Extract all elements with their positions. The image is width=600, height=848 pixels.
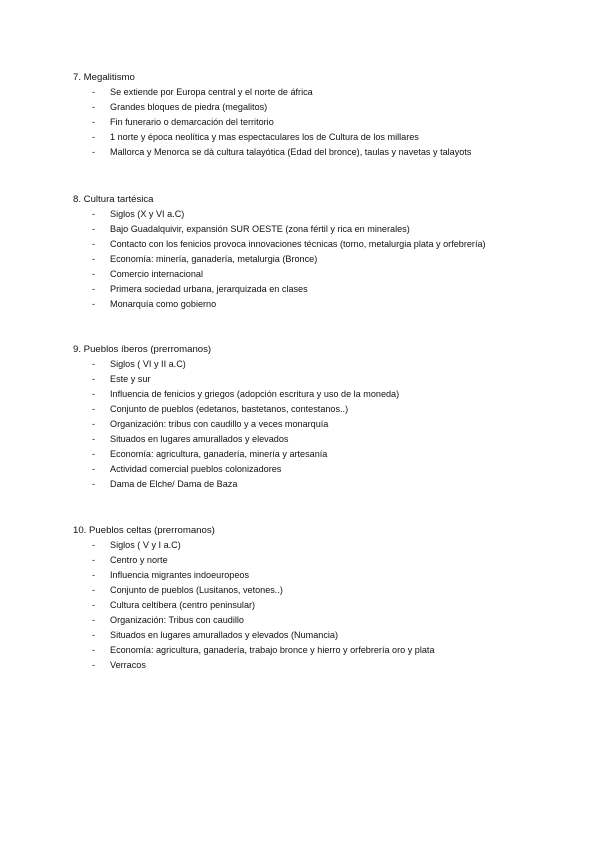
list-item	[73, 207, 573, 222]
list-item-text: Cultura celtíbera (centro peninsular)	[110, 600, 256, 610]
list-item-text: Siglos ( V y I a.C)	[110, 540, 181, 550]
bullet-dash: -	[92, 87, 96, 97]
list-item	[73, 643, 573, 658]
list-item-text: Mallorca y Menorca se dà cultura talayótica (Edad del bronce), taulas y navetas y talayots	[110, 147, 472, 157]
list-item-text: Dama de Elche/ Dama de Baza	[110, 479, 238, 489]
list-item-text: Economía: minería, ganadería, metalurgia (Bronce)	[110, 254, 318, 264]
section-title: 7. Megalitismo	[73, 72, 135, 83]
bullet-dash: -	[92, 434, 96, 444]
list-item	[73, 538, 573, 553]
bullet-dash: -	[92, 630, 96, 640]
list-item-text: Bajo Guadalquivir, expansión SUR OESTE (zona fértil y rica en minerales)	[110, 224, 410, 234]
bullet-dash: -	[92, 600, 96, 610]
list-item	[73, 267, 573, 282]
bullet-list	[73, 85, 573, 160]
section-title: 10. Pueblos celtas (prerromanos)	[73, 525, 215, 536]
bullet-dash: -	[92, 284, 96, 294]
bullet-dash: -	[92, 479, 96, 489]
section-pueblos-celtas	[73, 523, 573, 673]
list-item	[73, 658, 573, 673]
list-item-text: Organización: Tribus con caudillo	[110, 615, 244, 625]
list-item	[73, 447, 573, 462]
list-item-text: Influencia migrantes indoeuropeos	[110, 570, 250, 580]
list-item	[73, 387, 573, 402]
list-item	[73, 222, 573, 237]
bullet-dash: -	[92, 209, 96, 219]
list-item-text: Influencia de fenicios y griegos (adopción escritura y uso de la moneda)	[110, 389, 400, 399]
bullet-dash: -	[92, 585, 96, 595]
list-item-text: Comercio internacional	[110, 269, 204, 279]
list-item	[73, 628, 573, 643]
list-item-text: Situados en lugares amurallados y elevados	[110, 434, 289, 444]
list-item	[73, 553, 573, 568]
section-title: 9. Pueblos íberos (prerromanos)	[73, 344, 212, 355]
list-item	[73, 130, 573, 145]
bullet-dash: -	[92, 147, 96, 157]
list-item	[73, 598, 573, 613]
list-item	[73, 583, 573, 598]
bullet-dash: -	[92, 660, 96, 670]
bullet-list	[73, 538, 573, 673]
list-item	[73, 432, 573, 447]
list-item-text: Este y sur	[110, 374, 151, 384]
list-item	[73, 372, 573, 387]
bullet-dash: -	[92, 269, 96, 279]
list-item	[73, 100, 573, 115]
list-item	[73, 282, 573, 297]
bullet-dash: -	[92, 645, 96, 655]
list-item-text: Primera sociedad urbana, jerarquizada en clases	[110, 284, 308, 294]
list-item-text: Verracos	[110, 660, 146, 670]
list-item-text: Organización: tribus con caudillo y a veces monarquía	[110, 419, 329, 429]
bullet-dash: -	[92, 239, 96, 249]
list-item-text: Situados en lugares amurallados y elevados (Numancia)	[110, 630, 338, 640]
list-item-text: Fin funerario o demarcación del territorio	[110, 117, 274, 127]
list-item	[73, 613, 573, 628]
bullet-dash: -	[92, 570, 96, 580]
list-item-text: 1 norte y época neolítica y mas espectaculares los de Cultura de los millares	[110, 132, 419, 142]
list-item-text: Actividad comercial pueblos colonizadores	[110, 464, 282, 474]
list-item-text: Conjunto de pueblos (edetanos, bastetanos, contestanos..)	[110, 404, 349, 414]
list-item	[73, 252, 573, 267]
list-item-text: Monarquía como gobierno	[110, 299, 217, 309]
list-item	[73, 477, 573, 492]
list-item-text: Siglos ( VI y II a.C)	[110, 359, 186, 369]
list-item	[73, 402, 573, 417]
bullet-dash: -	[92, 555, 96, 565]
list-item	[73, 297, 573, 312]
list-item-text: Economía: agricultura, ganadería, minería y artesanía	[110, 449, 328, 459]
bullet-list	[73, 357, 573, 492]
list-item-text: Conjunto de pueblos (Lusitanos, vetones..)	[110, 585, 283, 595]
bullet-dash: -	[92, 419, 96, 429]
bullet-dash: -	[92, 540, 96, 550]
list-item-text: Grandes bloques de piedra (megalitos)	[110, 102, 268, 112]
bullet-dash: -	[92, 374, 96, 384]
list-item-text: Centro y norte	[110, 555, 168, 565]
bullet-dash: -	[92, 102, 96, 112]
list-item	[73, 568, 573, 583]
list-item-text: Contacto con los fenicios provoca innovaciones técnicas (torno, metalurgia plata y orfebrería)	[110, 239, 486, 249]
section-title: 8. Cultura tartésica	[73, 194, 154, 205]
section-cultura-tartesica	[73, 192, 573, 312]
bullet-dash: -	[92, 449, 96, 459]
bullet-dash: -	[92, 615, 96, 625]
list-item-text: Siglos (X y VI a.C)	[110, 209, 185, 219]
bullet-dash: -	[92, 389, 96, 399]
list-item-text: Se extiende por Europa central y el norte de áfrica	[110, 87, 313, 97]
bullet-dash: -	[92, 299, 96, 309]
bullet-dash: -	[92, 464, 96, 474]
list-item	[73, 145, 573, 160]
list-item	[73, 462, 573, 477]
bullet-list	[73, 207, 573, 312]
bullet-dash: -	[92, 359, 96, 369]
section-pueblos-iberos	[73, 342, 573, 492]
bullet-dash: -	[92, 404, 96, 414]
bullet-dash: -	[92, 132, 96, 142]
bullet-dash: -	[92, 117, 96, 127]
bullet-dash: -	[92, 254, 96, 264]
section-megalitismo	[73, 70, 573, 160]
list-item	[73, 357, 573, 372]
list-item-text: Economía: agricultura, ganadería, trabajo bronce y hierro y orfebrería oro y plata	[110, 645, 435, 655]
list-item	[73, 417, 573, 432]
list-item	[73, 237, 573, 252]
bullet-dash: -	[92, 224, 96, 234]
list-item	[73, 115, 573, 130]
list-item	[73, 85, 573, 100]
